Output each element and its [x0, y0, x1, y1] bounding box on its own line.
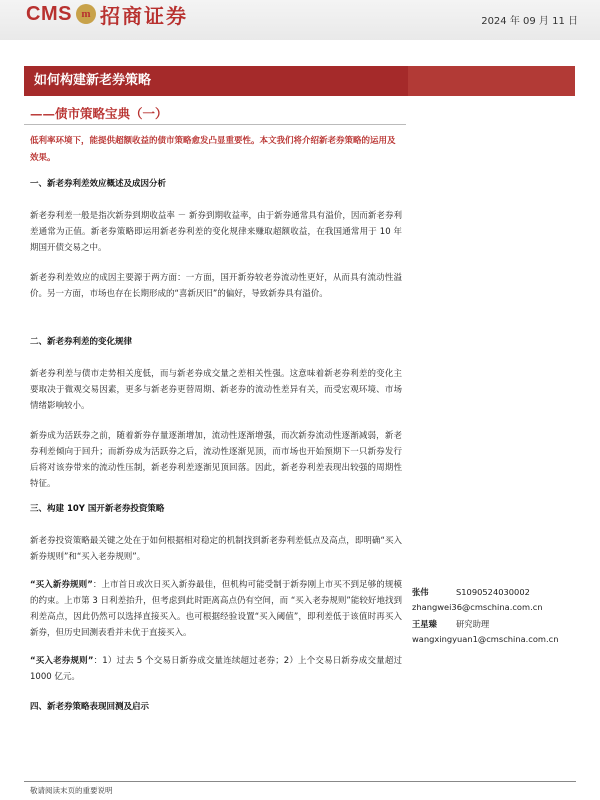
analyst-panel [412, 586, 582, 646]
analyst-email[interactable]: wangxingyuan1@cmschina.com.cn [412, 634, 559, 644]
section-heading: 四、新老券策略表现回测及启示 [30, 702, 150, 712]
footer-divider [24, 781, 576, 782]
cms-logo [26, 0, 188, 28]
analyst-role: 研究助理 [456, 619, 490, 629]
rule-new-label: “买入新券规则” [30, 580, 93, 590]
analyst-code: S1090524030002 [456, 587, 530, 597]
page-header [0, 0, 600, 40]
analyst-row [412, 618, 582, 631]
section-3 [30, 501, 402, 715]
logo-text-cn: 招商证券 [99, 3, 188, 28]
section-2 [30, 334, 402, 492]
paragraph: 新老券利差效应的成因主要源于两方面：一方面，国开新券较老券流动性更好，从而具有流动性溢价。另一方面，市场也存在长期形成的“喜新厌旧”的偏好，导致新券具有溢价。 [30, 273, 402, 299]
paragraph: 新老券利差与债市走势相关度低，而与新老券成交量之差相关性强。这意味着新老券利差的变化主要取决于微观交易因素，更多与新老券更替周期、新老券的流动性差异有关，而受宏观环境、市场情绪影响较小。 [30, 369, 402, 411]
analyst-name: 张伟 [412, 587, 429, 597]
lead-summary: 低利率环境下，能提供超额收益的债市策略愈发凸显重要性。本文我们将介绍新老券策略的运用及效果。 [30, 136, 396, 163]
rule-old-bond [30, 653, 402, 685]
section-heading: 三、构建 10Y 国开新老券投资策略 [30, 504, 165, 514]
logo-text-en: CMS [26, 2, 72, 25]
section-heading: 二、新老券利差的变化规律 [30, 337, 133, 347]
rule-new-bond [30, 577, 402, 641]
analyst-name: 王星臻 [412, 619, 437, 629]
paragraph: 新老券利差一般是指次新券到期收益率 － 新券到期收益率，由于新券通常具有溢价，因而新老券利差通常为正值。新老券策略即运用新老券利差的变化规律来赚取超额收益，在我国通常用于 10 年期国开债交易之中。 [30, 211, 402, 253]
analyst-email[interactable]: zhangwei36@cmschina.com.cn [412, 602, 543, 612]
rule-old-text: ：1）过去 5 个交易日新券成交量连续超过老券；2）上个交易日新券成交量超过 1000 亿元。 [30, 656, 402, 682]
logo-mark-icon: m [76, 4, 96, 24]
report-date: 2024 年 09 月 11 日 [481, 16, 578, 27]
subtitle-divider [24, 124, 406, 125]
title-bar [24, 66, 575, 96]
footer-note: 敬请阅读末页的重要说明 [30, 786, 113, 795]
rule-new-text: ：上市首日或次日买入新券最佳，但机构可能受制于新券刚上市买不到足够的规模的约束。上市第 3 日利差抬升，但考虑到此时距离高点仍有空间，而 “买入老券规则”能较好地找到利差高点，因此仍然可以选择直接买入。也可根据经验设置“买入阈值”，即利差低于该值时再买入新券，但历史回测表看并未优于直接买入。 [30, 580, 402, 638]
section-heading: 一、新老券利差效应概述及成因分析 [30, 179, 167, 189]
report-title: 如何构建新老券策略 [24, 66, 406, 96]
title-bar-side-block [408, 66, 575, 96]
analyst-row [412, 586, 582, 599]
paragraph: 新老券投资策略最关键之处在于如何根据相对稳定的机制找到新老券利差低点及高点，即明确“买入新券规则”和“买入老券规则”。 [30, 536, 402, 562]
rule-old-label: “买入老券规则” [30, 656, 94, 666]
report-subtitle: ——债市策略宝典（一） [30, 106, 168, 121]
section-1 [30, 176, 402, 302]
paragraph: 新券成为活跃券之前，随着新券存量逐渐增加，流动性逐渐增强，而次新券流动性逐渐减弱，新老券利差倾向于回升；而新券成为活跃券之后，流动性逐渐见顶，而市场也开始预期下一只新券发行后将对该券带来的流动性压制，新老券利差逐渐见顶回落。因此，新老券利差表现出较强的周期性特征。 [30, 431, 402, 489]
